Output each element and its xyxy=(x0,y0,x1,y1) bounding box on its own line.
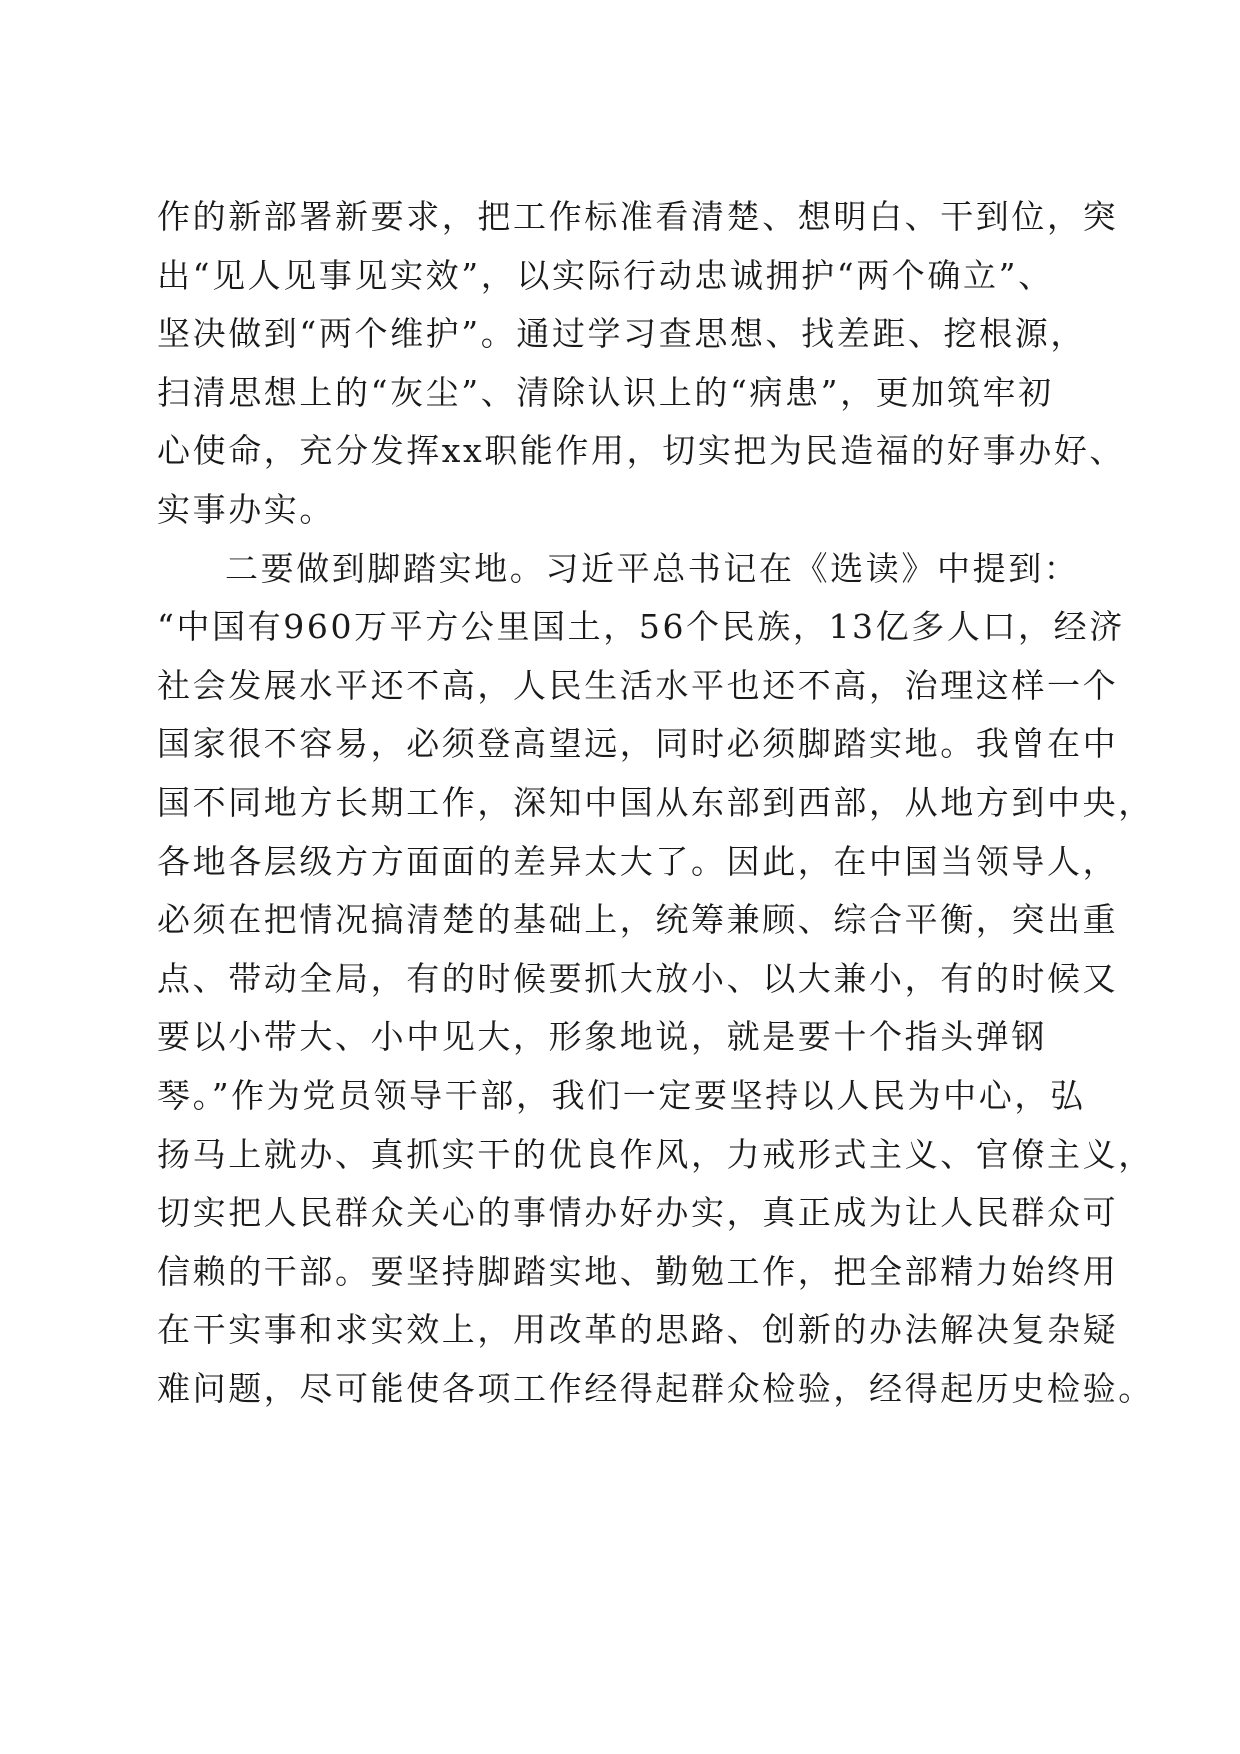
paragraph-line: 二要做到脚踏实地。习近平总书记在《选读》中提到： xyxy=(225,548,1080,588)
paragraph-line: 各地各层级方方面面的差异太大了。因此，在中国当领导人， xyxy=(157,841,1119,881)
paragraph-line: 坚决做到“两个维护”。通过学习查思想、找差距、挖根源， xyxy=(157,314,1086,354)
paragraph-line: 国不同地方长期工作，深知中国从东部到西部，从地方到中央， xyxy=(157,782,1154,822)
paragraph-line: 在干实事和求实效上，用改革的思路、创新的办法解决复杂疑 xyxy=(157,1310,1119,1350)
paragraph-line: “中国有960万平方公里国土，56个民族，13亿多人口，经济 xyxy=(157,607,1125,647)
document-body xyxy=(157,188,1154,1418)
paragraph-line: 社会发展水平还不高，人民生活水平也还不高，治理这样一个 xyxy=(157,665,1119,705)
paragraph-line: 国家很不容易，必须登高望远，同时必须脚踏实地。我曾在中 xyxy=(157,724,1119,764)
paragraph-line: 切实把人民群众关心的事情办好办实，真正成为让人民群众可 xyxy=(157,1193,1119,1233)
paragraph-line: 心使命，充分发挥xx职能作用，切实把为民造福的好事办好、 xyxy=(157,431,1126,471)
paragraph-line: 扬马上就办、真抓实干的优良作风，力戒形式主义、官僚主义， xyxy=(157,1134,1154,1174)
paragraph-line: 作的新部署新要求，把工作标准看清楚、想明白、干到位，突 xyxy=(157,197,1119,236)
paragraph-line: 点、带动全局，有的时候要抓大放小、以大兼小，有的时候又 xyxy=(157,958,1119,998)
paragraph-line: 琴。”作为党员领导干部，我们一定要坚持以人民为中心，弘 xyxy=(157,1075,1086,1115)
paragraph-line: 难问题，尽可能使各项工作经得起群众检验，经得起历史检验。 xyxy=(157,1368,1154,1408)
paragraph-line: 信赖的干部。要坚持脚踏实地、勤勉工作，把全部精力始终用 xyxy=(157,1251,1119,1291)
paragraph-line: 扫清思想上的“灰尘”、清除认识上的“病患”，更加筑牢初 xyxy=(157,372,1054,412)
paragraph-line: 必须在把情况搞清楚的基础上，统筹兼顾、综合平衡，突出重 xyxy=(157,900,1119,940)
paragraph-2 xyxy=(157,540,1154,1419)
paragraph-line: 实事办实。 xyxy=(157,489,335,529)
paragraph-line: 要以小带大、小中见大，形象地说，就是要十个指头弹钢 xyxy=(157,1017,1047,1057)
paragraph-1 xyxy=(157,188,1126,540)
paragraph-line: 出“见人见事见实效”，以实际行动忠诚拥护“两个确立”、 xyxy=(157,255,1054,295)
